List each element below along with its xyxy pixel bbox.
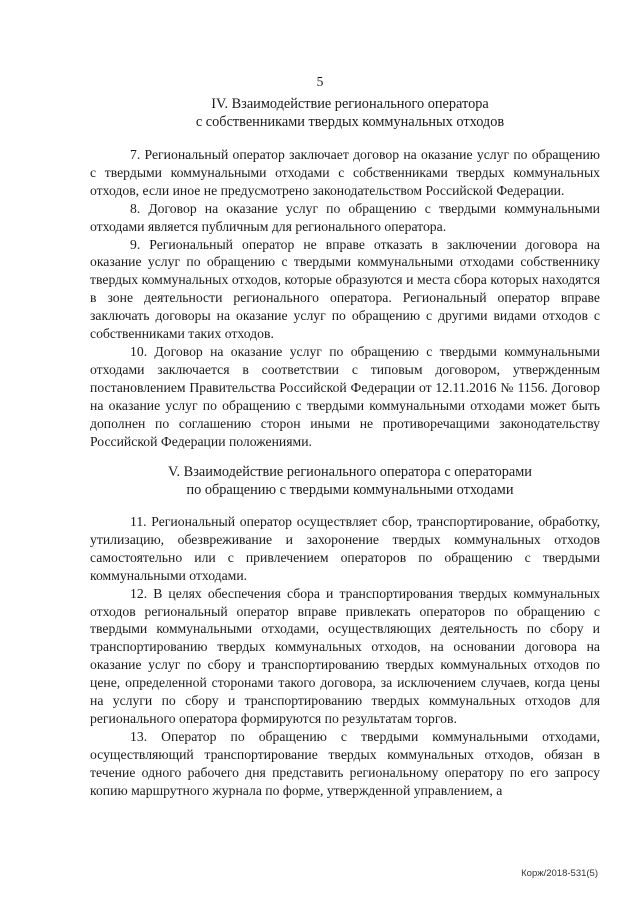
section-4-body [90,146,600,450]
paragraph-8: 8. Договор на оказание услуг по обращению с твердыми коммунальными отходами является публичным для регионального оператора. [90,200,600,234]
section-5-heading-line-2: по обращению с твердыми коммунальными отходами [186,482,514,498]
section-5-heading-line-1: V. Взаимодействие регионального оператора с операторами [168,464,532,480]
section-4-heading-line-1: IV. Взаимодействие регионального оператора [211,96,489,112]
section-4-heading [100,95,600,131]
section-5-heading [100,463,600,499]
paragraph-7: 7. Региональный оператор заключает договор на оказание услуг по обращению с твердыми коммунальными отходами с собственниками твердых коммунальных отходов, если иное не предусмотрено законодательством Российской Федерации. [90,147,600,198]
paragraph-11: 11. Региональный оператор осуществляет сбор, транспортирование, обработку, утилизацию, обезвреживание и захоронение твердых коммунальных отходов самостоятельно или с привлечением операторов по обращению с твердыми коммунальными отходами. [90,514,600,583]
document-code: Корж/2018-531(5) [521,868,598,879]
paragraph-10: 10. Договор на оказание услуг по обращению с твердыми коммунальными отходами заключается в соответствии с типовым договором, утвержденным постановлением Правительства Российской Федерации от 12.11.2016 № 1156. Договор на оказание услуг по обращению с твердыми коммунальными отходами может быть дополнен по соглашению сторон иными не противоречащими законодательству Российской Федерации положениями. [90,343,600,449]
paragraph-13: 13. Оператор по обращению с твердыми коммунальными отходами, осуществляющий транспортирование твердых коммунальных отходов, обязан в течение одного рабочего дня представить региональному оператору по его запросу копию маршрутного журнала по форме, утвержденной управлением, а [90,728,600,798]
paragraph-12: 12. В целях обеспечения сбора и транспортирования твердых коммунальных отходов региональный оператор вправе привлекать операторов по обращению с твердыми коммунальными отходами, осуществляющих деятельность по сбору и транспортированию твердых коммунальных отходов, на основании договора на оказание услуг по сбору и транспортированию твердых коммунальных отходов по цене, определенной сторонами такого договора, за исключением случаев, когда цены на услуги по сбору и транспортированию твердых коммунальных отходов для регионального оператора формируются по результатам торгов. [90,585,600,726]
page-number: 5 [316,74,324,89]
section-5-body [90,513,600,800]
paragraph-9: 9. Региональный оператор не вправе отказать в заключении договора на оказание услуг по обращению с твердыми коммунальными отходами собственнику твердых коммунальных отходов, которые образуются и места сбора которых находятся в зоне деятельности регионального оператора. Региональный оператор вправе заключать договоры на оказание услуг по обращению с другими видами отходов с собственниками таких отходов. [90,236,600,342]
section-4-heading-line-2: с собственниками твердых коммунальных отходов [195,114,505,130]
